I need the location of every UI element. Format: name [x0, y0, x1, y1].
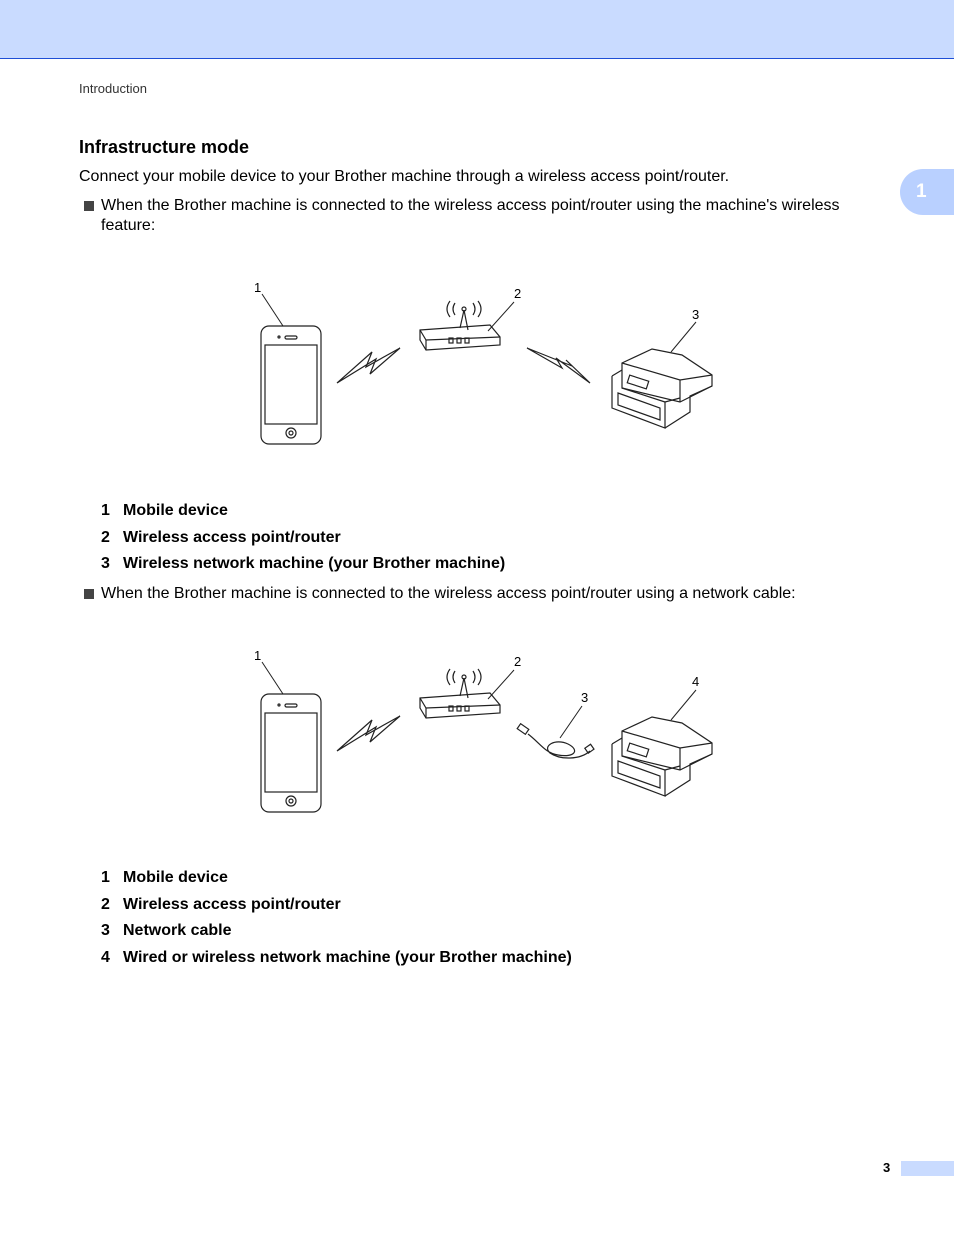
legend-number: 1 — [101, 869, 110, 886]
legend-label: Network cable — [123, 922, 232, 940]
callout-3: 3 — [692, 307, 700, 322]
intro-paragraph: Connect your mobile device to your Brother machine through a wireless access point/router. — [79, 168, 730, 185]
callout-3: 3 — [581, 690, 589, 705]
legend-item — [101, 896, 572, 923]
legend-label: Mobile device — [123, 869, 228, 886]
page-number-bar — [901, 1161, 954, 1176]
printer-icon — [612, 349, 712, 428]
callout-1: 1 — [254, 280, 262, 295]
printer-icon — [612, 717, 712, 796]
router-icon — [420, 301, 500, 350]
legend-number: 3 — [101, 922, 110, 940]
legend-label: Mobile device — [123, 502, 228, 519]
lightning-signal-icon — [337, 716, 400, 751]
bullet-square-icon — [84, 201, 94, 211]
chapter-tab[interactable] — [900, 169, 954, 215]
legend-item — [101, 869, 572, 896]
mobile-device-icon — [261, 326, 321, 444]
chapter-tab-number: 1 — [916, 181, 927, 202]
bullet-wireless-text: When the Brother machine is connected to the wireless access point/router using the machine's wireless feature: — [101, 197, 840, 234]
network-cable-icon — [517, 724, 594, 758]
header-band — [0, 0, 954, 59]
legend-label: Wireless access point/router — [123, 895, 341, 913]
figure1-legend — [101, 502, 505, 582]
callout-2: 2 — [514, 654, 522, 669]
mobile-device-icon — [261, 694, 321, 812]
legend-item — [101, 922, 572, 949]
legend-number: 2 — [101, 528, 110, 546]
callout-4: 4 — [692, 674, 700, 689]
bullet-cable — [84, 584, 894, 604]
section-heading: Infrastructure mode — [79, 137, 250, 157]
figure-cable-connection — [250, 648, 720, 818]
page-number: 3 — [883, 1160, 891, 1175]
legend-item — [101, 502, 505, 529]
bullet-cable-text: When the Brother machine is connected to the wireless access point/router using a network cable: — [101, 585, 796, 602]
lightning-signal-icon — [337, 348, 400, 383]
callout-1: 1 — [254, 648, 262, 663]
legend-label: Wireless network machine (your Brother machine) — [123, 555, 506, 573]
legend-number: 1 — [101, 502, 110, 519]
legend-item — [101, 949, 572, 976]
figure-wireless-connection — [250, 280, 720, 450]
running-head: Introduction — [79, 81, 147, 96]
callout-2: 2 — [514, 286, 522, 301]
legend-number: 2 — [101, 895, 110, 913]
legend-label: Wired or wireless network machine (your Brother machine) — [123, 949, 572, 967]
lightning-signal-icon-2 — [527, 348, 590, 383]
legend-number: 4 — [101, 949, 110, 967]
legend-item — [101, 529, 505, 556]
legend-label: Wireless access point/router — [123, 528, 341, 546]
legend-item — [101, 555, 505, 582]
legend-number: 3 — [101, 555, 110, 573]
bullet-square-icon — [84, 589, 94, 599]
router-icon — [420, 669, 500, 718]
figure2-legend — [101, 869, 572, 976]
bullet-wireless — [84, 196, 894, 236]
